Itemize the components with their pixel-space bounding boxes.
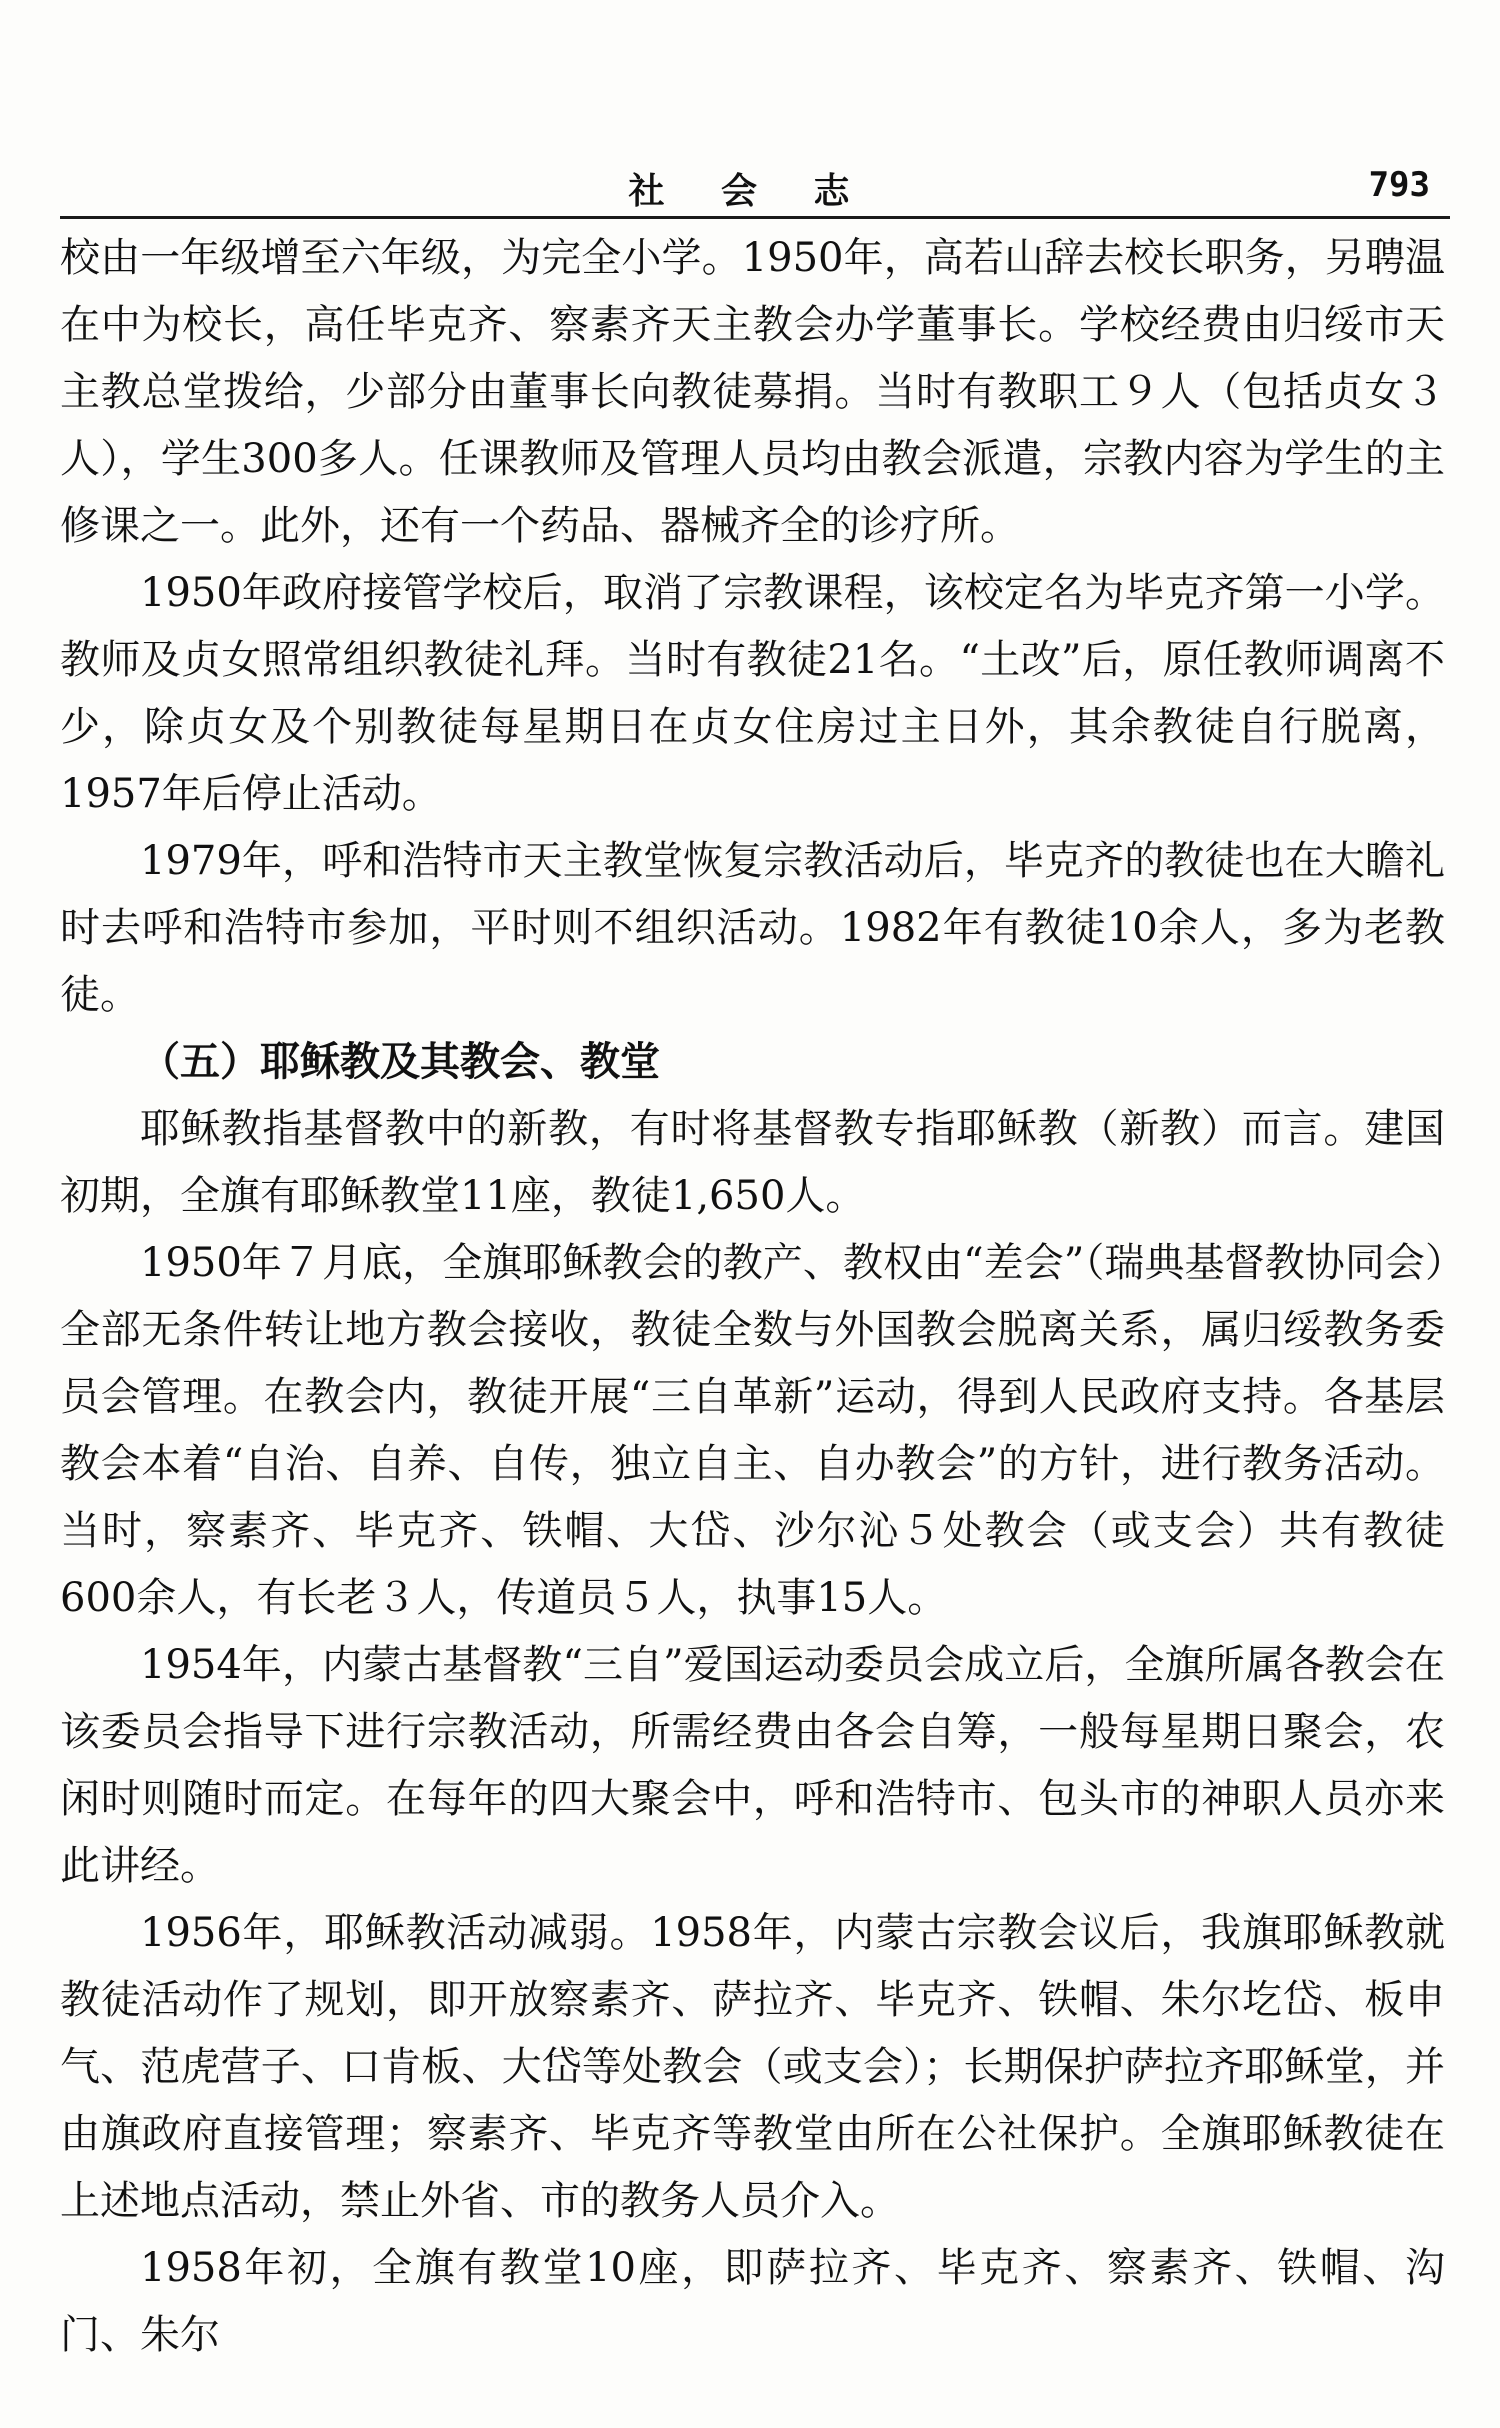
paragraph: 1950年７月底，全旗耶稣教会的教产、教权由“差会”（瑞典基督教协同会）全部无条件转让地方教会接收，教徒全数与外国教会脱离关系，属归绥教务委员会管理。在教会内，教徒开展“三自革新”运动，得到人民政府支持。各基层教会本着“自治、自养、自传，独立自主、自办教会”的方针，进行教务活动。当时，察素齐、毕克齐、铁帽、大岱、沙尔沁５处教会（或支会）共有教徒600余人，有长老３人，传道员５人，执事15人。 [60, 1240, 1445, 1621]
body-text [60, 225, 1445, 2369]
section-heading: （五）耶稣教及其教会、教堂 [140, 1039, 660, 1085]
paragraph: 1950年政府接管学校后，取消了宗教课程，该校定名为毕克齐第一小学。教师及贞女照常组织教徒礼拜。当时有教徒21名。“土改”后，原任教师调离不少，除贞女及个别教徒每星期日在贞女住房过主日外，其余教徒自行脱离，1957年后停止活动。 [60, 570, 1445, 817]
paragraph-truncated: 1958年初，全旗有教堂10座，即萨拉齐、毕克齐、察素齐、铁帽、沟门、朱尔 [60, 2245, 1445, 2358]
paragraph: 1979年，呼和浩特市天主教堂恢复宗教活动后，毕克齐的教徒也在大瞻礼时去呼和浩特市参加，平时则不组织活动。1982年有教徒10余人，多为老教徒。 [60, 838, 1445, 1018]
paragraph-continued: 校由一年级增至六年级，为完全小学。1950年，高若山辞去校长职务，另聘温在中为校长，高任毕克齐、察素齐天主教会办学董事长。学校经费由归绥市天主教总堂拨给，少部分由董事长向教徒募捐。当时有教职工９人（包括贞女３人），学生300多人。任课教师及管理人员均由教会派遣，宗教内容为学生的主修课之一。此外，还有一个药品、器械齐全的诊疗所。 [60, 235, 1445, 549]
running-title: 社 会 志 [628, 170, 872, 212]
page-header [60, 155, 1440, 215]
page-number: 793 [1368, 165, 1430, 205]
header-divider [60, 216, 1450, 219]
paragraph: 1956年，耶稣教活动减弱。1958年，内蒙古宗教会议后，我旗耶稣教就教徒活动作了规划，即开放察素齐、萨拉齐、毕克齐、铁帽、朱尔圪岱、板申气、范虎营子、口肯板、大岱等处教会（或支会）；长期保护萨拉齐耶稣堂，并由旗政府直接管理；察素齐、毕克齐等教堂由所在公社保护。全旗耶稣教徒在上述地点活动，禁止外省、市的教务人员介入。 [60, 1910, 1445, 2224]
paragraph: 1954年，内蒙古基督教“三自”爱国运动委员会成立后，全旗所属各教会在该委员会指导下进行宗教活动，所需经费由各会自筹，一般每星期日聚会，农闲时则随时而定。在每年的四大聚会中，呼和浩特市、包头市的神职人员亦来此讲经。 [60, 1642, 1445, 1889]
paragraph: 耶稣教指基督教中的新教，有时将基督教专指耶稣教（新教）而言。建国初期，全旗有耶稣教堂11座，教徒1,650人。 [60, 1106, 1445, 1219]
